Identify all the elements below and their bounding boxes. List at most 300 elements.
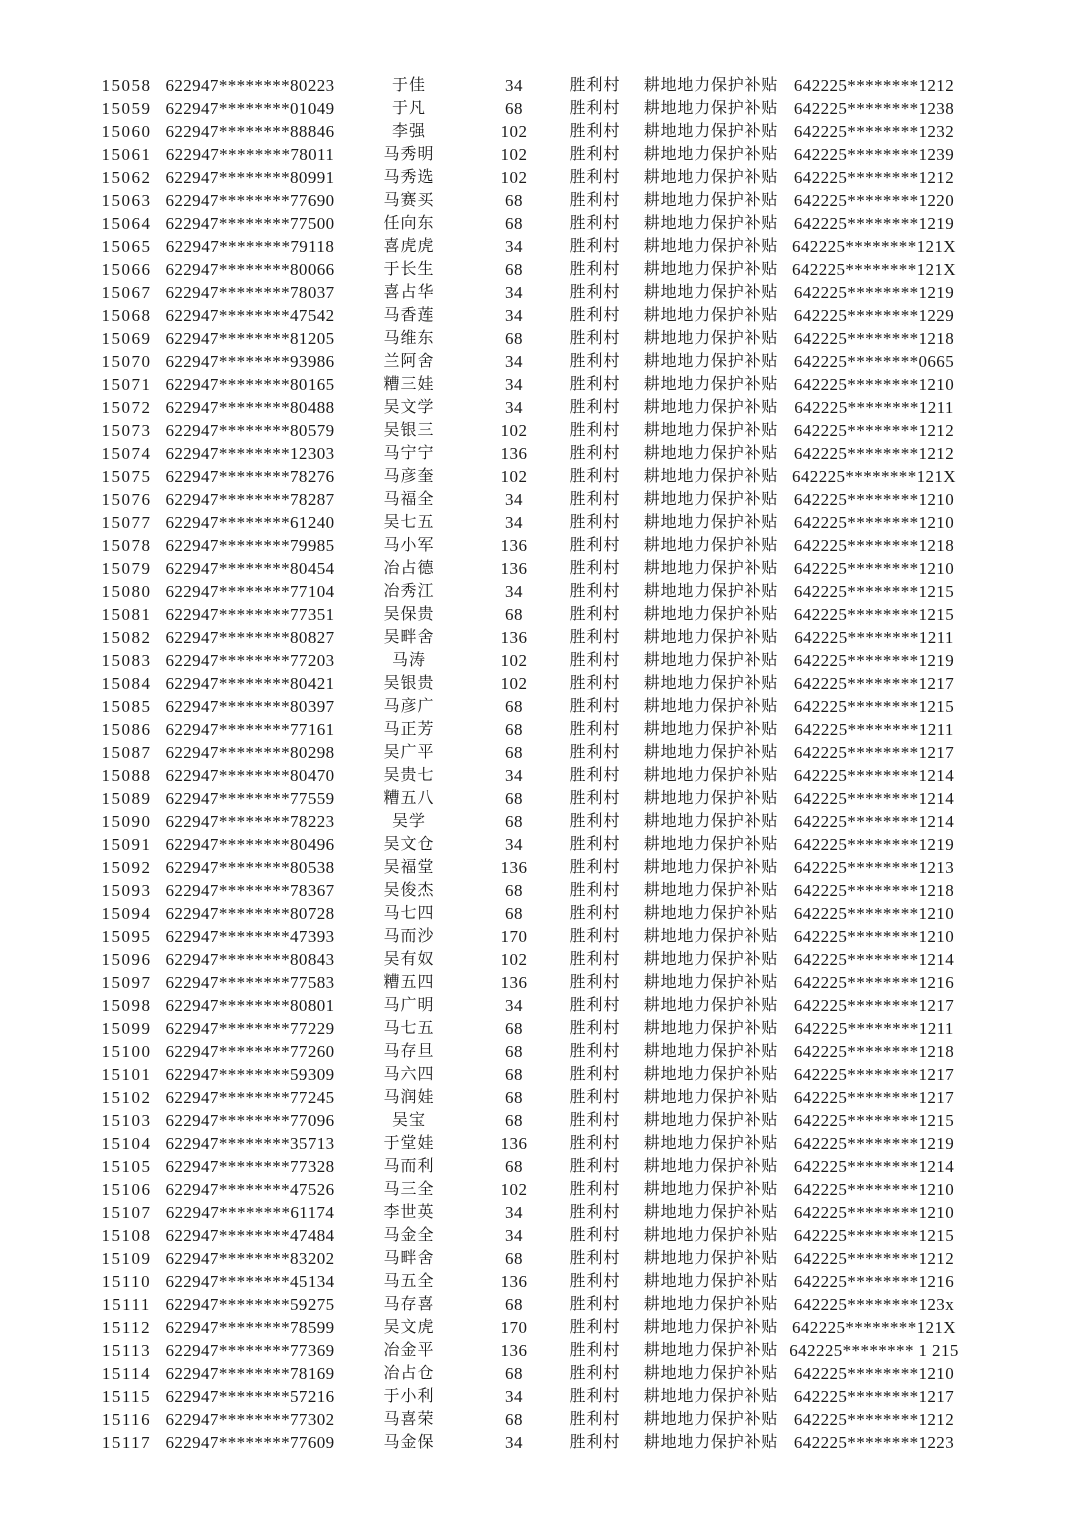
table-row (95, 787, 1074, 810)
account-cell: 642225********1215 (793, 582, 955, 601)
account-cell: 642225********1219 (793, 1134, 955, 1153)
person-name-cell: 吴银三 (383, 422, 435, 439)
amount-cell: 68 (505, 1410, 523, 1429)
person-name-cell: 马金全 (383, 1227, 435, 1244)
table-row (95, 465, 1074, 488)
account-cell: 642225********1217 (793, 1387, 955, 1406)
program-cell: 耕地地力保护补贴 (643, 1250, 779, 1267)
account-cell: 642225********1212 (793, 1410, 955, 1429)
amount-cell: 136 (500, 858, 528, 877)
amount-cell: 34 (505, 766, 523, 785)
program-cell: 耕地地力保护补贴 (643, 1020, 779, 1037)
program-cell: 耕地地力保护补贴 (643, 606, 779, 623)
account-cell: 642225********1214 (793, 1157, 955, 1176)
account-cell: 642225********1212 (793, 421, 955, 440)
id-number-cell: 622947********47542 (165, 306, 335, 325)
program-cell: 耕地地力保护补贴 (643, 491, 779, 508)
account-cell: 642225********1217 (793, 1065, 955, 1084)
village-cell: 胜利村 (569, 146, 621, 163)
program-cell: 耕地地力保护补贴 (643, 744, 779, 761)
program-cell: 耕地地力保护补贴 (643, 100, 779, 117)
program-cell: 耕地地力保护补贴 (643, 1089, 779, 1106)
row-number-cell: 15106 (101, 1180, 152, 1199)
amount-cell: 34 (505, 237, 523, 256)
person-name-cell: 喜占华 (383, 284, 435, 301)
account-cell: 642225********1214 (793, 789, 955, 808)
account-cell: 642225********1210 (793, 490, 955, 509)
amount-cell: 34 (505, 352, 523, 371)
table-row (95, 1178, 1074, 1201)
id-number-cell: 622947********80223 (165, 76, 335, 95)
account-cell: 642225********1218 (793, 329, 955, 348)
village-cell: 胜利村 (569, 905, 621, 922)
village-cell: 胜利村 (569, 974, 621, 991)
table-row (95, 1086, 1074, 1109)
person-name-cell: 马赛买 (383, 192, 435, 209)
account-cell: 642225********121X (792, 237, 956, 256)
row-number-cell: 15088 (101, 766, 152, 785)
table-row (95, 419, 1074, 442)
program-cell: 耕地地力保护补贴 (643, 215, 779, 232)
village-cell: 胜利村 (569, 514, 621, 531)
table-row (95, 1339, 1074, 1362)
program-cell: 耕地地力保护补贴 (643, 238, 779, 255)
village-cell: 胜利村 (569, 1434, 621, 1451)
amount-cell: 68 (505, 1364, 523, 1383)
table-row (95, 764, 1074, 787)
account-cell: 642225********1210 (793, 904, 955, 923)
village-cell: 胜利村 (569, 951, 621, 968)
amount-cell: 34 (505, 996, 523, 1015)
person-name-cell: 马彦广 (383, 698, 435, 715)
person-name-cell: 喜虎虎 (383, 238, 435, 255)
account-cell: 642225********1214 (793, 812, 955, 831)
village-cell: 胜利村 (569, 1089, 621, 1106)
village-cell: 胜利村 (569, 376, 621, 393)
village-cell: 胜利村 (569, 77, 621, 94)
amount-cell: 34 (505, 1387, 523, 1406)
id-number-cell: 622947********78223 (165, 812, 335, 831)
village-cell: 胜利村 (569, 1066, 621, 1083)
account-cell: 642225********1211 (794, 720, 954, 739)
person-name-cell: 马七四 (383, 905, 435, 922)
village-cell: 胜利村 (569, 238, 621, 255)
id-number-cell: 622947********80843 (165, 950, 335, 969)
person-name-cell: 冶金平 (383, 1342, 435, 1359)
id-number-cell: 622947********78276 (165, 467, 335, 486)
table-row (95, 327, 1074, 350)
person-name-cell: 于小利 (383, 1388, 435, 1405)
id-number-cell: 622947********61174 (165, 1203, 335, 1222)
account-cell: 642225********1215 (793, 697, 955, 716)
amount-cell: 34 (505, 1226, 523, 1245)
id-number-cell: 622947********79118 (165, 237, 335, 256)
row-number-cell: 15117 (101, 1433, 152, 1452)
amount-cell: 136 (500, 1134, 528, 1153)
row-number-cell: 15086 (101, 720, 152, 739)
program-cell: 耕地地力保护补贴 (643, 583, 779, 600)
amount-cell: 68 (505, 1088, 523, 1107)
person-name-cell: 马广明 (383, 997, 435, 1014)
table-row (95, 1316, 1074, 1339)
village-cell: 胜利村 (569, 169, 621, 186)
village-cell: 胜利村 (569, 261, 621, 278)
person-name-cell: 马存旦 (383, 1043, 435, 1060)
person-name-cell: 李强 (391, 123, 426, 140)
village-cell: 胜利村 (569, 1296, 621, 1313)
person-name-cell: 马六四 (383, 1066, 435, 1083)
person-name-cell: 吴七五 (383, 514, 435, 531)
amount-cell: 34 (505, 76, 523, 95)
id-number-cell: 622947********80165 (165, 375, 335, 394)
amount-cell: 68 (505, 1065, 523, 1084)
village-cell: 胜利村 (569, 353, 621, 370)
id-number-cell: 622947********78037 (165, 283, 335, 302)
row-number-cell: 15084 (101, 674, 152, 693)
account-cell: 642225********1217 (793, 674, 955, 693)
village-cell: 胜利村 (569, 1319, 621, 1336)
table-row (95, 143, 1074, 166)
person-name-cell: 糟五四 (383, 974, 435, 991)
account-cell: 642225********121X (792, 260, 956, 279)
row-number-cell: 15099 (101, 1019, 152, 1038)
person-name-cell: 兰阿舍 (383, 353, 435, 370)
id-number-cell: 622947********77203 (165, 651, 335, 670)
id-number-cell: 622947********80421 (165, 674, 335, 693)
row-number-cell: 15093 (101, 881, 152, 900)
program-cell: 耕地地力保护补贴 (643, 767, 779, 784)
village-cell: 胜利村 (569, 445, 621, 462)
table-row (95, 695, 1074, 718)
id-number-cell: 622947********80470 (165, 766, 335, 785)
table-row (95, 741, 1074, 764)
account-cell: 642225********1218 (793, 1042, 955, 1061)
table-row (95, 74, 1074, 97)
account-cell: 642225********1216 (793, 973, 955, 992)
amount-cell: 68 (505, 881, 523, 900)
program-cell: 耕地地力保护补贴 (643, 376, 779, 393)
table-row (95, 879, 1074, 902)
row-number-cell: 15059 (101, 99, 152, 118)
row-number-cell: 15062 (101, 168, 152, 187)
person-name-cell: 马喜荣 (383, 1411, 435, 1428)
table-row (95, 1155, 1074, 1178)
id-number-cell: 622947********77104 (165, 582, 335, 601)
program-cell: 耕地地力保护补贴 (643, 307, 779, 324)
id-number-cell: 622947********35713 (165, 1134, 335, 1153)
id-number-cell: 622947********80827 (165, 628, 335, 647)
village-cell: 胜利村 (569, 882, 621, 899)
table-row (95, 1201, 1074, 1224)
row-number-cell: 15079 (101, 559, 152, 578)
account-cell: 642225********1219 (793, 214, 955, 233)
row-number-cell: 15091 (101, 835, 152, 854)
person-name-cell: 李世英 (383, 1204, 435, 1221)
person-name-cell: 吴福堂 (383, 859, 435, 876)
account-cell: 642225********1218 (793, 881, 955, 900)
amount-cell: 68 (505, 697, 523, 716)
person-name-cell: 吴俊杰 (383, 882, 435, 899)
amount-cell: 170 (500, 1318, 528, 1337)
program-cell: 耕地地力保护补贴 (643, 192, 779, 209)
table-row (95, 1270, 1074, 1293)
person-name-cell: 马彦奎 (383, 468, 435, 485)
amount-cell: 68 (505, 605, 523, 624)
table-row (95, 994, 1074, 1017)
person-name-cell: 吴学 (391, 813, 426, 830)
row-number-cell: 15061 (101, 145, 152, 164)
amount-cell: 68 (505, 904, 523, 923)
amount-cell: 102 (500, 674, 528, 693)
table-row (95, 189, 1074, 212)
program-cell: 耕地地力保护补贴 (643, 928, 779, 945)
table-row (95, 396, 1074, 419)
row-number-cell: 15087 (101, 743, 152, 762)
row-number-cell: 15078 (101, 536, 152, 555)
program-cell: 耕地地力保护补贴 (643, 1388, 779, 1405)
person-name-cell: 马宁宁 (383, 445, 435, 462)
program-cell: 耕地地力保护补贴 (643, 1135, 779, 1152)
account-cell: 642225********121X (792, 1318, 956, 1337)
program-cell: 耕地地力保护补贴 (643, 905, 779, 922)
village-cell: 胜利村 (569, 307, 621, 324)
id-number-cell: 622947********77096 (165, 1111, 335, 1130)
table-row (95, 1247, 1074, 1270)
program-cell: 耕地地力保护补贴 (643, 997, 779, 1014)
person-name-cell: 吴贵七 (383, 767, 435, 784)
id-number-cell: 622947********59275 (165, 1295, 335, 1314)
person-name-cell: 吴有奴 (383, 951, 435, 968)
table-row (95, 833, 1074, 856)
row-number-cell: 15074 (101, 444, 152, 463)
amount-cell: 136 (500, 1272, 528, 1291)
id-number-cell: 622947********78169 (165, 1364, 335, 1383)
row-number-cell: 15111 (102, 1295, 151, 1314)
row-number-cell: 15089 (101, 789, 152, 808)
account-cell: 642225********1229 (793, 306, 955, 325)
row-number-cell: 15075 (101, 467, 152, 486)
account-cell: 642225********1212 (793, 76, 955, 95)
row-number-cell: 15094 (101, 904, 152, 923)
row-number-cell: 15073 (101, 421, 152, 440)
village-cell: 胜利村 (569, 836, 621, 853)
table-row (95, 1109, 1074, 1132)
program-cell: 耕地地力保护补贴 (643, 1296, 779, 1313)
table-row (95, 1224, 1074, 1247)
row-number-cell: 15077 (101, 513, 152, 532)
village-cell: 胜利村 (569, 468, 621, 485)
id-number-cell: 622947********79985 (165, 536, 335, 555)
table-row (95, 258, 1074, 281)
row-number-cell: 15110 (101, 1272, 152, 1291)
id-number-cell: 622947********77302 (165, 1410, 335, 1429)
person-name-cell: 马秀明 (383, 146, 435, 163)
id-number-cell: 622947********77690 (165, 191, 335, 210)
amount-cell: 170 (500, 927, 528, 946)
program-cell: 耕地地力保护补贴 (643, 284, 779, 301)
program-cell: 耕地地力保护补贴 (643, 629, 779, 646)
account-cell: 642225********1216 (793, 1272, 955, 1291)
village-cell: 胜利村 (569, 928, 621, 945)
row-number-cell: 15114 (101, 1364, 152, 1383)
id-number-cell: 622947********77260 (165, 1042, 335, 1061)
village-cell: 胜利村 (569, 1365, 621, 1382)
id-number-cell: 622947********45134 (165, 1272, 335, 1291)
program-cell: 耕地地力保护补贴 (643, 1181, 779, 1198)
id-number-cell: 622947********77609 (165, 1433, 335, 1452)
program-cell: 耕地地力保护补贴 (643, 399, 779, 416)
village-cell: 胜利村 (569, 284, 621, 301)
amount-cell: 68 (505, 1019, 523, 1038)
table-row (95, 856, 1074, 879)
id-number-cell: 622947********77245 (165, 1088, 335, 1107)
person-name-cell: 吴文仓 (383, 836, 435, 853)
row-number-cell: 15096 (101, 950, 152, 969)
account-cell: 642225********1214 (793, 950, 955, 969)
account-cell: 642225********1210 (793, 1203, 955, 1222)
table-row (95, 948, 1074, 971)
id-number-cell: 622947********47393 (165, 927, 335, 946)
account-cell: 642225********123x (793, 1295, 955, 1314)
table-row (95, 212, 1074, 235)
village-cell: 胜利村 (569, 1158, 621, 1175)
account-cell: 642225********121X (792, 467, 956, 486)
person-name-cell: 马小军 (383, 537, 435, 554)
account-cell: 642225********1210 (793, 927, 955, 946)
id-number-cell: 622947********80496 (165, 835, 335, 854)
row-number-cell: 15102 (101, 1088, 152, 1107)
id-number-cell: 622947********77351 (165, 605, 335, 624)
account-cell: 642225******** 1 215 (789, 1341, 959, 1360)
village-cell: 胜利村 (569, 1273, 621, 1290)
row-number-cell: 15109 (101, 1249, 152, 1268)
id-number-cell: 622947********83202 (165, 1249, 335, 1268)
amount-cell: 102 (500, 651, 528, 670)
account-cell: 642225********1238 (793, 99, 955, 118)
row-number-cell: 15113 (101, 1341, 152, 1360)
amount-cell: 34 (505, 582, 523, 601)
village-cell: 胜利村 (569, 1020, 621, 1037)
village-cell: 胜利村 (569, 1043, 621, 1060)
account-cell: 642225********1215 (793, 1111, 955, 1130)
row-number-cell: 15072 (101, 398, 152, 417)
program-cell: 耕地地力保护补贴 (643, 882, 779, 899)
id-number-cell: 622947********47526 (165, 1180, 335, 1199)
program-cell: 耕地地力保护补贴 (643, 1273, 779, 1290)
program-cell: 耕地地力保护补贴 (643, 813, 779, 830)
amount-cell: 34 (505, 306, 523, 325)
program-cell: 耕地地力保护补贴 (643, 123, 779, 140)
person-name-cell: 任向东 (383, 215, 435, 232)
program-cell: 耕地地力保护补贴 (643, 1112, 779, 1129)
row-number-cell: 15065 (101, 237, 152, 256)
program-cell: 耕地地力保护补贴 (643, 468, 779, 485)
village-cell: 胜利村 (569, 1388, 621, 1405)
village-cell: 胜利村 (569, 1181, 621, 1198)
amount-cell: 68 (505, 1249, 523, 1268)
row-number-cell: 15108 (101, 1226, 152, 1245)
amount-cell: 34 (505, 835, 523, 854)
account-cell: 642225********1213 (793, 858, 955, 877)
program-cell: 耕地地力保护补贴 (643, 790, 779, 807)
amount-cell: 68 (505, 743, 523, 762)
id-number-cell: 622947********77229 (165, 1019, 335, 1038)
id-number-cell: 622947********81205 (165, 329, 335, 348)
id-number-cell: 622947********12303 (165, 444, 335, 463)
row-number-cell: 15095 (101, 927, 152, 946)
table-row (95, 511, 1074, 534)
id-number-cell: 622947********80801 (165, 996, 335, 1015)
village-cell: 胜利村 (569, 1135, 621, 1152)
program-cell: 耕地地力保护补贴 (643, 974, 779, 991)
id-number-cell: 622947********77161 (165, 720, 335, 739)
village-cell: 胜利村 (569, 1227, 621, 1244)
row-number-cell: 15112 (101, 1318, 152, 1337)
person-name-cell: 吴宝 (391, 1112, 426, 1129)
id-number-cell: 622947********78287 (165, 490, 335, 509)
id-number-cell: 622947********88846 (165, 122, 335, 141)
table-row (95, 235, 1074, 258)
amount-cell: 102 (500, 122, 528, 141)
person-name-cell: 吴文学 (383, 399, 435, 416)
amount-cell: 34 (505, 490, 523, 509)
village-cell: 胜利村 (569, 491, 621, 508)
program-cell: 耕地地力保护补贴 (643, 169, 779, 186)
village-cell: 胜利村 (569, 997, 621, 1014)
row-number-cell: 15070 (101, 352, 152, 371)
village-cell: 胜利村 (569, 744, 621, 761)
table-row (95, 1040, 1074, 1063)
program-cell: 耕地地力保护补贴 (643, 261, 779, 278)
table-row (95, 373, 1074, 396)
amount-cell: 136 (500, 536, 528, 555)
table-row (95, 1362, 1074, 1385)
program-cell: 耕地地力保护补贴 (643, 1204, 779, 1221)
program-cell: 耕地地力保护补贴 (643, 1227, 779, 1244)
program-cell: 耕地地力保护补贴 (643, 1342, 779, 1359)
amount-cell: 34 (505, 398, 523, 417)
village-cell: 胜利村 (569, 1411, 621, 1428)
account-cell: 642225********1223 (793, 1433, 955, 1452)
program-cell: 耕地地力保护补贴 (643, 422, 779, 439)
village-cell: 胜利村 (569, 330, 621, 347)
account-cell: 642225********1212 (793, 168, 955, 187)
amount-cell: 136 (500, 444, 528, 463)
row-number-cell: 15069 (101, 329, 152, 348)
id-number-cell: 622947********77583 (165, 973, 335, 992)
account-cell: 642225********1210 (793, 559, 955, 578)
amount-cell: 34 (505, 375, 523, 394)
row-number-cell: 15060 (101, 122, 152, 141)
row-number-cell: 15064 (101, 214, 152, 233)
table-row (95, 488, 1074, 511)
id-number-cell: 622947********80298 (165, 743, 335, 762)
account-cell: 642225********1212 (793, 1249, 955, 1268)
table-row (95, 1132, 1074, 1155)
subsidy-table (95, 74, 1074, 1454)
amount-cell: 102 (500, 1180, 528, 1199)
village-cell: 胜利村 (569, 537, 621, 554)
village-cell: 胜利村 (569, 192, 621, 209)
table-row (95, 534, 1074, 557)
village-cell: 胜利村 (569, 215, 621, 232)
program-cell: 耕地地力保护补贴 (643, 1411, 779, 1428)
program-cell: 耕地地力保护补贴 (643, 537, 779, 554)
table-row (95, 350, 1074, 373)
village-cell: 胜利村 (569, 859, 621, 876)
id-number-cell: 622947********78367 (165, 881, 335, 900)
account-cell: 642225********1219 (793, 651, 955, 670)
